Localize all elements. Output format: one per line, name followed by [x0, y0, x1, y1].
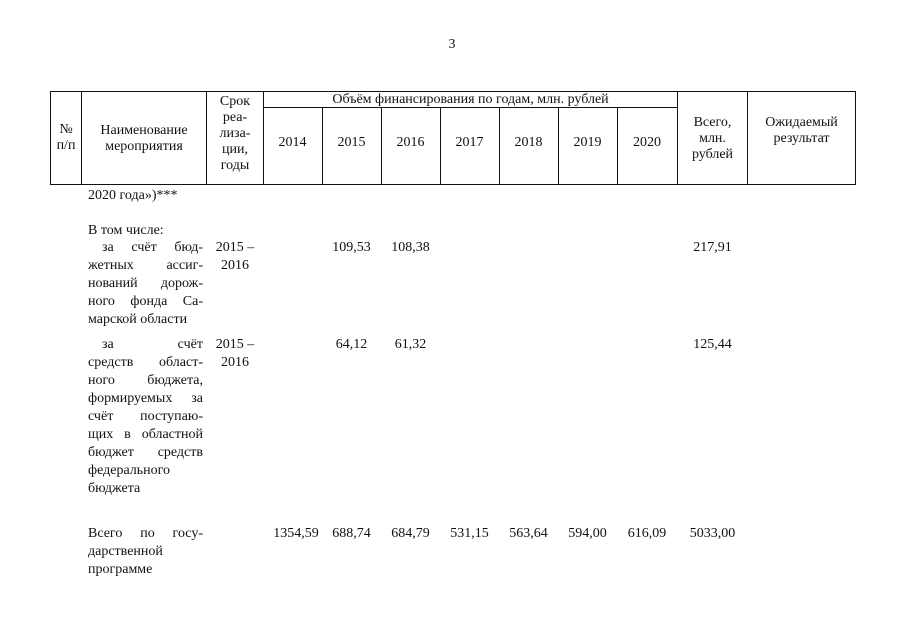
grand-total-value: 684,79	[391, 526, 430, 541]
name-line: формируемых за	[88, 391, 203, 406]
grand-total-value: 563,64	[509, 526, 548, 541]
grand-total-value: 594,00	[568, 526, 607, 541]
name-line: Всего по госу-	[88, 526, 203, 541]
name-line: нований дорож-	[88, 276, 203, 291]
row-name	[88, 336, 203, 498]
header-year: 2020	[633, 135, 661, 150]
name-line: жетных ассиг-	[88, 258, 203, 273]
grand-total-value: 531,15	[450, 526, 489, 541]
header-year: 2018	[514, 135, 543, 150]
name-line: федерального	[88, 463, 171, 478]
row-total: 125,44	[693, 337, 732, 352]
name-line: марской области	[88, 312, 188, 327]
row-term: 2015 – 2016	[215, 240, 255, 273]
grand-total-value: 616,09	[627, 526, 667, 541]
header-year: 2014	[278, 135, 307, 150]
row-value: 109,53	[332, 240, 371, 255]
col-border	[855, 91, 856, 184]
row-total: 217,91	[693, 240, 732, 255]
name-line: за счёт	[102, 337, 203, 352]
header-year: 2017	[455, 135, 484, 150]
header-year: 2019	[573, 135, 602, 150]
name-line: средств област-	[88, 355, 203, 370]
header-name: Наименование мероприятия	[100, 123, 188, 154]
continuation-text: 2020 года»)***	[88, 188, 178, 203]
page-number: 3	[448, 37, 456, 52]
header-total: Всего, млн. рублей	[691, 115, 734, 162]
row-value: 108,38	[391, 240, 430, 255]
name-line: дарственной	[88, 544, 163, 559]
header-bottom-border	[50, 184, 856, 185]
grand-total-total: 5033,00	[689, 526, 736, 541]
name-line: бюджета	[88, 481, 141, 496]
name-line: ного фонда Са-	[88, 294, 203, 309]
name-line: ного бюджета,	[88, 373, 203, 388]
grand-total-value: 688,74	[332, 526, 371, 541]
header-year: 2015	[337, 135, 366, 150]
header-year: 2016	[396, 135, 425, 150]
grand-total-name	[88, 525, 203, 579]
header-term: Срок реа- лиза- ции, годы	[219, 94, 251, 173]
name-line: щих в областной	[88, 427, 203, 442]
row-name	[88, 239, 203, 329]
name-line: программе	[88, 562, 153, 577]
grand-total-value: 1354,59	[273, 526, 319, 541]
name-line: бюджет средств	[88, 445, 203, 460]
header-number: № п/п	[56, 122, 76, 153]
row-value: 61,32	[394, 337, 427, 352]
row-term: 2015 – 2016	[215, 337, 255, 370]
name-line: счёт поступаю-	[88, 409, 203, 424]
header-result: Ожидаемый результат	[765, 115, 838, 146]
including-label: В том числе:	[88, 223, 164, 238]
name-line: за счёт бюд-	[102, 240, 203, 255]
header-funding-group: Объём финансирования по годам, млн. рублей	[332, 92, 609, 107]
row-value: 64,12	[335, 337, 368, 352]
